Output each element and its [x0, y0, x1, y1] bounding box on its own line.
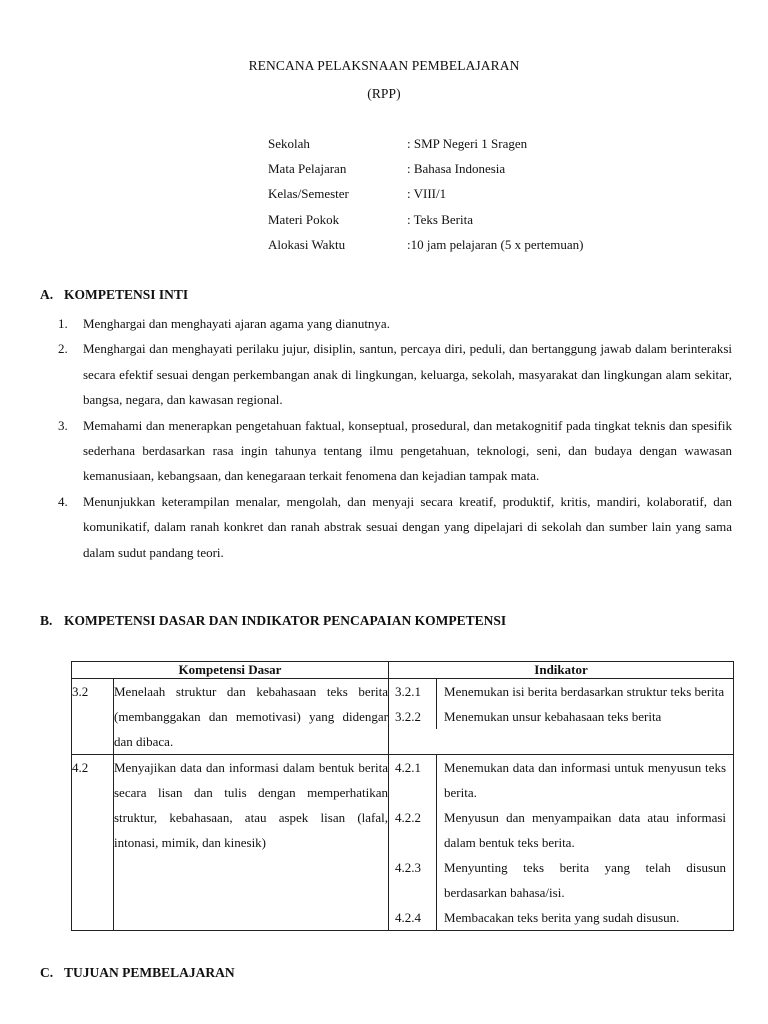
indicator-item: [389, 679, 733, 704]
indicator-text: Menemukan data dan informasi untuk menyusun teks berita.: [436, 755, 733, 805]
section-letter: A.: [40, 287, 54, 302]
indicator-text: Menyusun dan menyampaikan data atau informasi dalam bentuk teks berita.: [436, 805, 733, 855]
section-b-heading: [40, 613, 506, 629]
section-title: KOMPETENSI INTI: [64, 287, 189, 302]
info-label: Mata Pelajaran: [268, 161, 347, 177]
list-item: [40, 336, 732, 412]
kompetensi-inti-list: [40, 311, 732, 565]
info-value: :10 jam pelajaran (5 x pertemuan): [407, 236, 584, 252]
document-title: RENCANA PELAKSNAAN PEMBELAJARAN: [248, 58, 520, 73]
indicator-code: 3.2.1: [395, 684, 422, 699]
list-number: 3.: [58, 417, 68, 433]
section-c-heading: [40, 965, 235, 981]
info-value: : VIII/1: [407, 186, 447, 202]
kd-number: 3.2: [72, 679, 114, 755]
section-letter: C.: [40, 965, 54, 980]
indicator-item: [389, 755, 733, 805]
info-value: : Teks Berita: [407, 211, 474, 227]
list-number: 1.: [58, 316, 68, 331]
indicator-cell: [389, 679, 734, 755]
kd-text: Menyajikan data dan informasi dalam bentuk berita secara lisan dan tulis dengan memperhatikan struktur, kebahasaan, atau aspek lisan (lafal, intonasi, mimik, dan kinesik): [114, 755, 389, 931]
list-item: [40, 311, 732, 336]
section-title: TUJUAN PEMBELAJARAN: [64, 965, 235, 980]
list-item: [40, 413, 732, 489]
info-label: Materi Pokok: [268, 211, 340, 227]
section-a-heading: [40, 287, 188, 303]
info-label: Kelas/Semester: [268, 186, 349, 202]
indicator-code: 4.2.4: [395, 910, 422, 925]
info-label: Sekolah: [268, 136, 310, 151]
header-indikator: Indikator: [389, 662, 734, 679]
list-item: [40, 489, 732, 565]
indicator-code: 4.2.1: [395, 760, 422, 775]
indicator-text: Menyunting teks berita yang telah disusun berdasarkan bahasa/isi.: [436, 855, 733, 905]
table-header-row: [72, 662, 734, 679]
kd-text: Menelaah struktur dan kebahasaan teks berita (membanggakan dan memotivasi) yang didengar dan dibaca.: [114, 679, 389, 755]
kompetensi-table: [71, 661, 734, 931]
indicator-code: 4.2.2: [395, 810, 422, 825]
list-text: Menghargai dan menghayati ajaran agama yang dianutnya.: [83, 316, 390, 331]
document-subtitle: (RPP): [367, 86, 401, 101]
indicator-item: [389, 905, 733, 930]
table-row: [72, 679, 734, 755]
header-kompetensi-dasar: Kompetensi Dasar: [72, 662, 389, 679]
list-text: Memahami dan menerapkan pengetahuan faktual, konseptual, prosedural, dan metakognitif pada tingkat teknis dan spesifik sederhana berdasarkan rasa ingin tahunya tentang ilmu pengetahuan, teknologi, seni, dan budaya dengan wawasan kemanusiaan, kebangsaan, dan kenegaraan terkait fenomena dan kejadian tampak mata.: [83, 417, 732, 484]
info-label: Alokasi Waktu: [268, 236, 346, 252]
indicator-item: [389, 704, 733, 729]
indicator-cell: [389, 755, 734, 931]
list-number: 2.: [58, 341, 68, 357]
list-text: Menghargai dan menghayati perilaku jujur, disiplin, santun, percaya diri, peduli, dan bertanggung jawab dalam berinteraksi secara efektif sesuai dengan perkembangan anak di lingkungan, keluarga, sekolah, masyarakat dan lingkungan alam sekitar, bangsa, negara, dan kawasan regional.: [83, 341, 732, 408]
indicator-text: Menemukan isi berita berdasarkan struktur teks berita: [436, 679, 733, 704]
table-row: [72, 755, 734, 931]
indicator-code: 3.2.2: [395, 709, 422, 724]
indicator-text: Membacakan teks berita yang sudah disusun.: [436, 905, 733, 930]
indicator-item: [389, 805, 733, 855]
list-number: 4.: [58, 493, 68, 509]
indicator-text: Menemukan unsur kebahasaan teks berita: [436, 704, 733, 729]
indicator-code: 4.2.3: [395, 860, 422, 875]
info-value: : SMP Negeri 1 Sragen: [407, 136, 528, 151]
kd-number: 4.2: [72, 755, 114, 931]
section-title: KOMPETENSI DASAR DAN INDIKATOR PENCAPAIAN KOMPETENSI: [64, 613, 507, 628]
section-letter: B.: [40, 613, 53, 628]
indicator-item: [389, 855, 733, 905]
info-value: : Bahasa Indonesia: [407, 161, 506, 177]
list-text: Menunjukkan keterampilan menalar, mengolah, dan menyaji secara kreatif, produktif, kritis, mandiri, kolaboratif, dan komunikatif, dalam ranah konkret dan ranah abstrak sesuai dengan yang dipelajari di sekolah dan sumber lain yang sama dalam sudut pandang teori.: [83, 493, 732, 560]
